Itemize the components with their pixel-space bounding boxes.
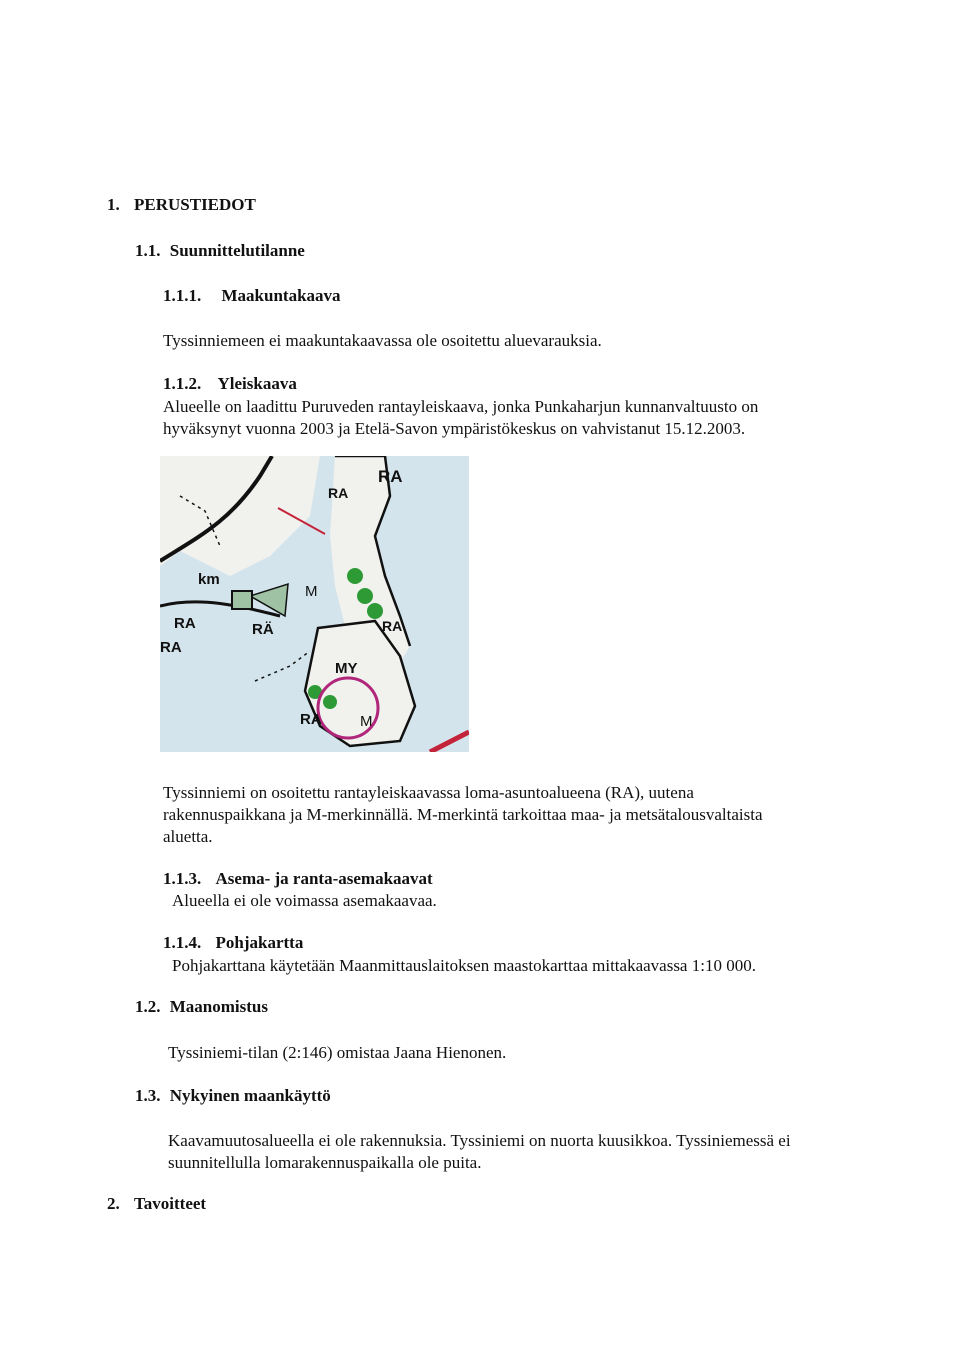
map-green-dot [323,695,337,709]
section-2-heading [107,1193,206,1215]
map-caption-line-2: rakennuspaikkana ja M-merkinnällä. M-merkintä tarkoittaa maa- ja metsätalousvaltaista [163,805,763,824]
map-green-dot [357,588,373,604]
section-1-1-4-heading [163,932,303,954]
map-green-dot [347,568,363,584]
section-title: Pohjakartta [215,933,304,952]
paragraph-yleiskaava-line-2: hyväksynyt vuonna 2003 ja Etelä-Savon ympäristökeskus on vahvistanut 15.12.2003. [163,419,746,438]
map-label-m-circled: M [360,713,373,730]
map-label-km: km [198,571,220,588]
section-number: 1.1.4. [163,933,202,952]
section-1-1-3-heading [163,868,433,890]
section-title: Suunnittelutilanne [169,241,305,260]
map-label-ra-top2: RA [328,485,349,501]
section-title: Maakuntakaava [221,286,341,305]
section-1-3-heading [135,1085,331,1107]
paragraph-yleiskaava-line-1: Alueelle on laadittu Puruveden rantayleiskaava, jonka Punkaharjun kunnanvaltuusto on [163,397,759,416]
map-label-ra-right: RA [382,618,403,634]
paragraph-asemakaavat: Alueella ei ole voimassa asemakaavaa. [172,891,437,910]
section-number: 1. [107,195,120,214]
paragraph-pohjakartta: Pohjakarttana käytetään Maanmittauslaitoksen maastokarttaa mittakaavassa 1:10 000. [172,956,756,975]
map-label-ra-left2: RA [160,639,182,656]
section-1-1-2-heading [163,373,297,395]
section-title: Tavoitteet [134,1194,207,1213]
map-label-ra-top: RA [378,467,403,486]
section-title: Nykyinen maankäyttö [169,1086,331,1105]
section-number: 1.1.3. [163,869,202,888]
section-1-1-1-heading [163,285,341,307]
section-1-heading [107,194,256,216]
map-label-my: MY [335,660,358,677]
section-title: Yleiskaava [217,374,297,393]
section-number: 1.1.2. [163,374,202,393]
map-label-m-center: M [305,583,318,600]
map-building [232,591,252,609]
map-label-ra-bottom: RA [300,711,322,728]
section-number: 2. [107,1194,120,1213]
paragraph-maankaytto-line-2: suunnitellulla lomarakennuspaikalla ole puita. [168,1153,482,1172]
section-title: PERUSTIEDOT [134,195,256,214]
section-number: 1.2. [135,997,161,1016]
section-1-1-heading [135,240,305,262]
paragraph-maakuntakaava: Tyssinniemeen ei maakuntakaavassa ole osoitettu aluevarauksia. [163,331,602,350]
section-1-2-heading [135,996,268,1018]
map-caption-line-1: Tyssinniemi on osoitettu rantayleiskaavassa loma-asuntoalueena (RA), uutena [163,783,694,802]
map-label-ra-mid: RÄ [252,621,274,638]
paragraph-maankaytto-line-1: Kaavamuutosalueella ei ole rakennuksia. Tyssiniemi on nuorta kuusikkoa. Tyssiniemessä ei [168,1131,791,1150]
section-title: Maanomistus [169,997,268,1016]
paragraph-maanomistus: Tyssiniemi-tilan (2:146) omistaa Jaana Hienonen. [168,1043,507,1062]
map-label-ra-left: RA [174,615,196,632]
section-number: 1.3. [135,1086,161,1105]
map-caption-line-3: aluetta. [163,827,213,846]
map-green-dot [367,603,383,619]
section-number: 1.1. [135,241,161,260]
section-title: Asema- ja ranta-asemakaavat [215,869,433,888]
yleiskaava-map-excerpt [160,456,469,752]
section-number: 1.1.1. [163,286,202,305]
